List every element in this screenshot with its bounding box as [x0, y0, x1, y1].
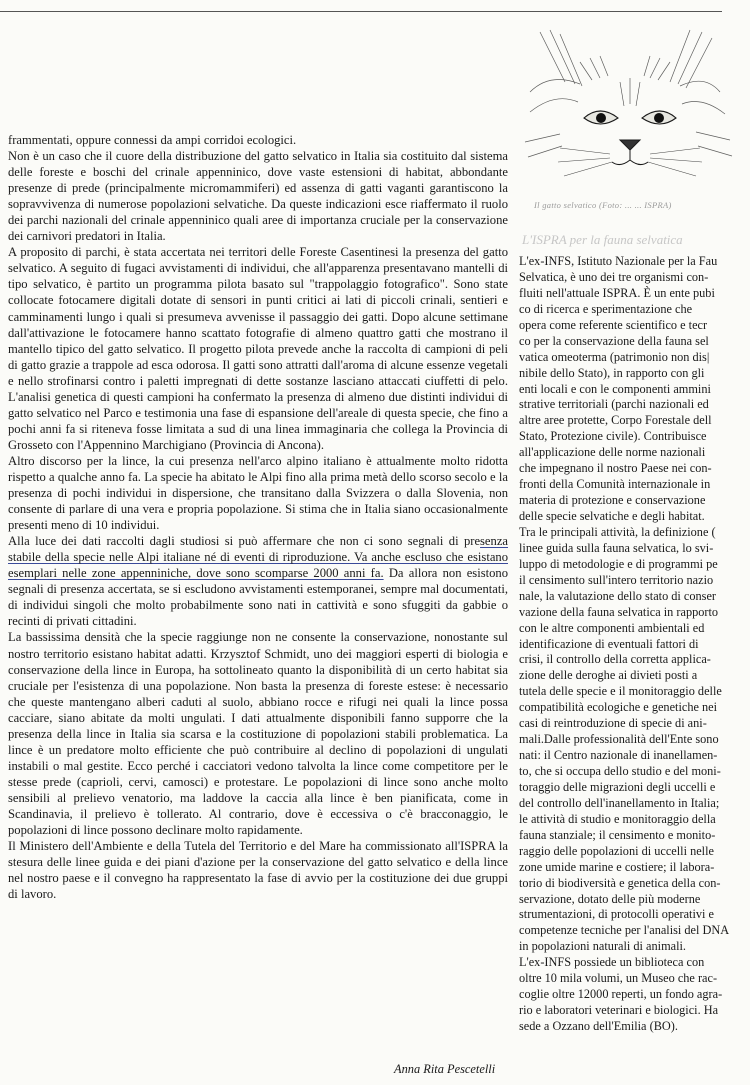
sidebar-line: zone umide marine e costiere; il labora-: [519, 859, 715, 874]
sidebar-line: to, che si occupa dello studio e del moni-: [519, 764, 721, 778]
sidebar-line: le attività di studio e monitoraggio della: [519, 811, 716, 826]
sidebar-line: casi di reintroduzione di specie di ani-: [519, 716, 707, 731]
sidebar-line: del controllo dell'inanellamento in Italia;: [519, 795, 720, 810]
underlined-passage: senza stabile della specie nelle Alpi italiane né di eventi di riproduzione. Va anche escluso che esistano esemplari nelle zone appenniniche, dove sono scomparse 2000 anni fa.: [8, 534, 508, 581]
wildcat-sketch-image: [520, 22, 738, 210]
sidebar-line: che impegnano il nostro Paese nei con-: [519, 461, 712, 476]
sidebar-line: altre aree protette, Corpo Forestale dell: [519, 413, 712, 428]
sidebar-heading: L'ISPRA per la fauna selvatica: [522, 232, 683, 247]
sidebar-line: mali.Dalle professionalità dell'Ente sono: [519, 732, 719, 747]
top-rule: [0, 11, 722, 12]
sidebar-line: fauna stanziale; il censimento e monito-: [519, 827, 716, 842]
sidebar-line: rio e laboratori veterinari e biologici. Ha: [519, 1003, 719, 1018]
sidebar-line: servazione, dotato delle più moderne: [519, 891, 701, 906]
sidebar-line: vatica omeoterma (patrimonio non dis|: [519, 349, 710, 364]
sidebar-line: identificazione di eventuali fattori di: [519, 636, 699, 651]
sidebar-line: co per la conservazione della fauna sel: [519, 333, 709, 348]
paragraph-lynx-absence: [8, 533, 508, 629]
sidebar-line: compatibilità ecologiche e genetiche nei: [519, 700, 718, 715]
paragraph: Il Ministero dell'Ambiente e della Tutela del Territorio e del Mare ha commissionato all'ISPRA la stesura delle linee guida e dei piani d'azione per la conservazione del gatto selvatico e della lince nel nostro paese e il convegno ha rappresentato la fase di avvio per la costituzione dei due gruppi di lavoro.: [8, 839, 508, 902]
sidebar-line: co di ricerca e sperimentazione che: [519, 301, 693, 316]
sidebar-line: Selvatica, è uno dei tre organismi con-: [519, 269, 709, 284]
sidebar-line: fronti della Comunità internazionale in: [519, 477, 711, 492]
sidebar-line: materia di protezione e conservazione: [519, 493, 706, 508]
sidebar-line: vazione della fauna selvatica in rapporto: [519, 604, 719, 619]
sidebar-line: opera come referente scientifico e tecr: [519, 317, 708, 332]
sidebar-line: delle specie selvatiche e degli habitat.: [519, 509, 705, 523]
sidebar-line: strative territoriali (parchi nazionali ed: [519, 397, 709, 412]
paragraph: Non è un caso che il cuore della distribuzione del gatto selvatico in Italia sia costituito dal sistema delle foreste e boschi del crinale appenninico, dove vaste estensioni di habitat, abbondante presenze di prede (principalmente micromammiferi) ed assenza di gatti vaganti garantiscono la sopravvivenza di numerose popolazioni selvatiche. Da queste indicazioni esce riaffermato il ruolo dei parchi nazionali del crinale appenninico quali aree di importanza cruciale per la conservazione dei carnivori predatori in Italia.: [8, 149, 508, 244]
sidebar-line: oltre 10 mila volumi, un Museo che rac-: [519, 971, 718, 986]
sidebar-line: con le altre componenti ambientali ed: [519, 620, 705, 635]
sidebar-line: torio di biodiversità e genetica della con-: [519, 875, 721, 890]
paragraph: La bassissima densità che la specie raggiunge non ne consente la conservazione, nonostante sul nostro territorio esistano habitat adatti. Krzysztof Schmidt, uno dei maggiori esperti di biologia e conservazione della lince in Europa, ha sottolineato quanto la disponibilità di un certo habitat sia cruciale per l'esistenza di una popolazione. Non basta la presenza di foreste estese: è necessario che queste mantengano alberi caduti al suolo, abbiano rocce e rifugi nei quali la lince possa cacciare, siano abitate da molti ungulati. I dati attualmente disponibili fanno supporre che la presenza della lince in Italia sia scarsa e la costituzione di popolazioni stabili problematica. La lince è un predatore molto efficiente che può contribuire al declino di popolazioni di ungulati instabili o mal gestite. Ecco perché i cacciatori vedono talvolta la lince come competitore per le stesse prede (caprioli, cervi, camosci) e protestare. Le popolazioni di lince sono anche molto sensibili al prelievo venatorio, ma laddove la caccia alla lince è ben pianificata, come in Scandinavia, il prelievo è tollerato. Al contrario, dove è eccessiva o c'è bracconaggio, le popolazioni di lince possono declinare molto rapidamente.: [8, 630, 508, 838]
main-article-column: [8, 132, 508, 902]
sidebar-line: tutela delle specie e il monitoraggio delle: [519, 684, 722, 699]
paragraph: frammentati, oppure connessi da ampi corridoi ecologici.: [8, 133, 297, 147]
sidebar-line: raggio delle popolazioni di uccelli nelle: [519, 843, 714, 858]
sidebar-line: nibile dello Stato), in rapporto con gli: [519, 365, 705, 380]
sidebar-line: competenze tecniche per l'analisi del DNA: [519, 923, 730, 938]
sidebar-line: all'applicazione delle norme nazionali: [519, 445, 706, 460]
sidebar-line: L'ex-INFS possiede un biblioteca con: [519, 955, 705, 970]
sidebar-line: in popolazioni naturali di animali.: [519, 939, 686, 954]
sidebar-line: L'ex-INFS, Istituto Nazionale per la Fau: [519, 254, 718, 268]
sidebar-line: sede a Ozzano dell'Emilia (BO).: [519, 1019, 678, 1033]
sidebar-line: nati: il Centro nazionale di inanellamen-: [519, 748, 718, 763]
sidebar-line: Stato, Protezione civile). Contribuisce: [519, 429, 707, 444]
sidebar-line: strumentazioni, di protocolli operativi e: [519, 907, 714, 922]
sidebar-line: il censimento sull'intero territorio nazio: [519, 572, 714, 587]
sidebar-line: nale, la valutazione dello stato di conser: [519, 588, 717, 603]
sidebar-line: linee guida sulla fauna selvatica, lo svi-: [519, 540, 714, 555]
paragraph-text: Alla luce dei dati raccolti dagli studiosi si può affermare che non ci sono segnali di pre: [8, 534, 481, 549]
image-caption: Il gatto selvatico (Foto: ... ... ISPRA): [534, 200, 672, 210]
paragraph: A proposito di parchi, è stata accertata nei territori delle Foreste Casentinesi la presenza del gatto selvatico. A seguito di fugaci avvistamenti di individui, che all'apparenza presentavano mantelli di tipo selvatico, è partito un programma pilota basato sul "trappolaggio fotografico". Sono state collocate fotocamere digitali dotate di sensori in punti critici ai lati di piccoli crinali, sentieri e camminamenti lungo i quali si presumeva avvenisse il passaggio dei gatti. Dopo alcune settimane dall'attivazione le fotocamere hanno scattato fotografie di almeno quattro gatti che mostrano il mantello tipico del gatto selvatico. Il progetto pilota prevede anche la raccolta di campioni di peli di gatto grazie a trappole ad esca odorosa. Il gatti sono attratti dall'aroma di alcune essenze vegetali e nello strofinarsi contro i paletti impregnati di dette sostanze lasciano attaccati ciuffetti di pelo. L'analisi genetica di questi campioni ha confermato la presenza di almeno due distinti individui di gatto selvatico nel Parco e testimonia una fase di espansione dell'areale di questa specie, che fino a pochi anni fa si riteneva fosse limitata a sud di una linea immaginaria che collega la Provincia di Grosseto con l'Appennino Marchigiano (Provincia di Ancona).: [8, 245, 508, 452]
sidebar-line: toraggio delle migrazioni degli uccelli e: [519, 779, 716, 794]
sidebar-line: Tra le principali attività, la definizione (: [519, 524, 716, 539]
sidebar-line: fluiti nell'attuale ISPRA. È un ente pubi: [519, 285, 715, 300]
sidebar-line: luppo di metodologie e di programmi pe: [519, 556, 718, 571]
sidebar-line: coglie oltre 12000 reperti, un fondo agra-: [519, 987, 723, 1002]
sidebar-line: crisi, il controllo della corretta applica-: [519, 652, 711, 667]
sidebar-line: zione delle deroghe ai divieti posti a: [519, 668, 698, 683]
sidebar-line: enti locali e con le componenti ammini: [519, 381, 711, 396]
sidebar-text-column: [519, 254, 745, 1035]
paragraph: Altro discorso per la lince, la cui presenza nell'arco alpino italiano è attualmente molto ridotta rispetto a qualche anno fa. La specie ha abitato le Alpi fino alla prima metà dello scorso secolo e la presenza di pochi individui in dispersione, che transitano dalla Svizzera o dalla Slovenia, non consente di parlare di una vera e propria popolazione. Si stima che in Italia siano occasionalmente presenti meno di 10 individui.: [8, 453, 508, 533]
author-signature: Anna Rita Pescetelli: [394, 1062, 496, 1076]
paragraph-text: Da allora non esistono segnali di presenza accertata, se si escludono avvistamenti estemporanei, sempre mal documentati, di individui singoli che molto probabilmente sono nati in cattività e sono sfuggiti da gabbie o recinti di privati cittadini.: [8, 566, 508, 629]
